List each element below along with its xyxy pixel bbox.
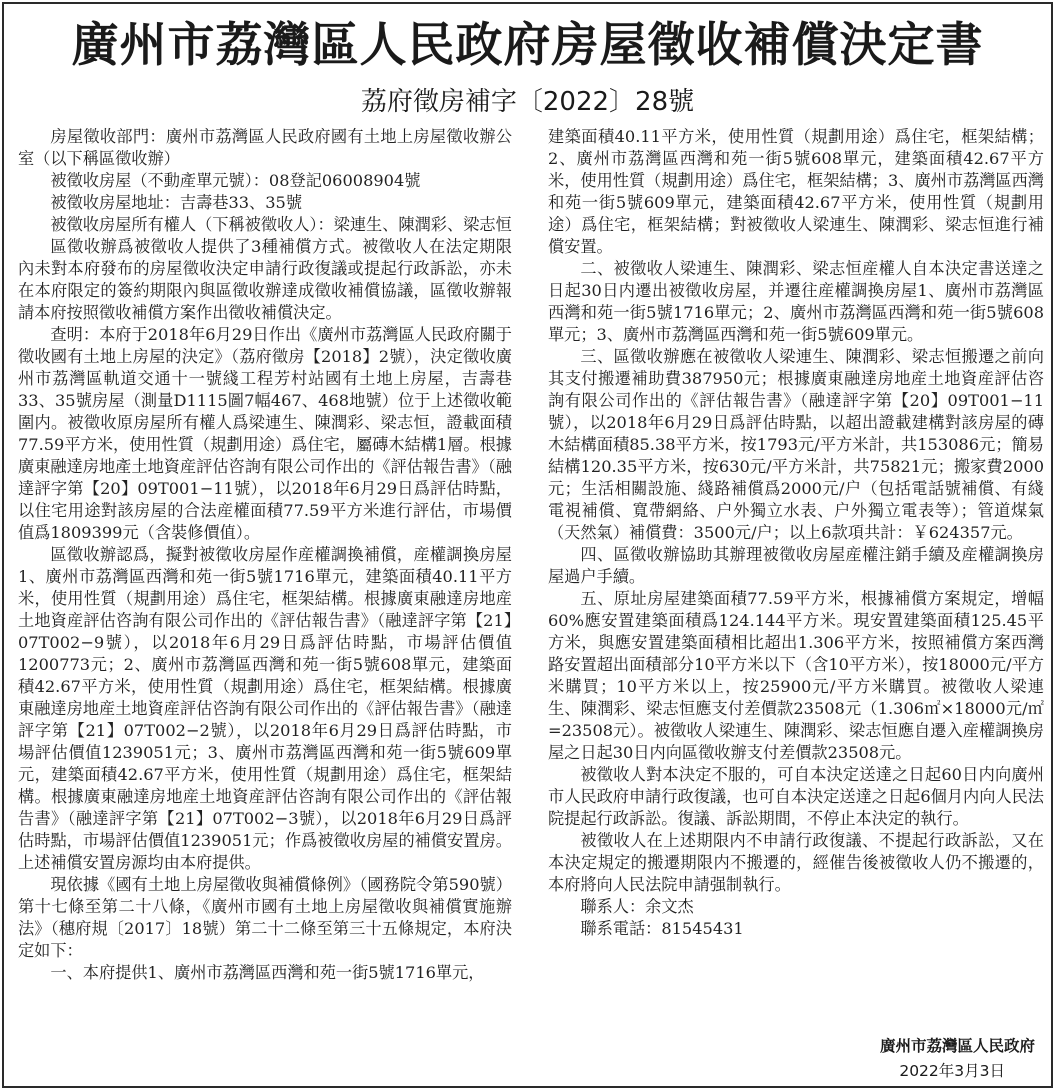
paragraph-background: 區徵收辦爲被徵收人提供了3種補償方式。被徵收人在法定期限內未對本府發布的房屋徵收決定申請行政復議或提起行政訴訟，亦未在本府限定的簽約期限內與區徵收辦達成徵收補償協議，區徵收辦報請本府按照徵收補償方案作出徵收補償決定。	[18, 237, 512, 322]
document-number: 荔府徵房補字〔2022〕28號	[360, 87, 695, 117]
paragraph-property-address: 被徵收房屋地址：吉壽巷33、35號	[50, 193, 303, 212]
paragraph-department: 房屋徵收部門：廣州市荔灣區人民政府國有土地上房屋徵收辦公室（以下稱區徵收辦）	[18, 127, 512, 168]
paragraph-owners: 被徵收房屋所有權人（下稱被徵收人）：梁連生、陳潤彩、梁志恒	[50, 215, 512, 234]
paragraph-decision-1-start: 一、本府提供1、廣州市荔灣區西灣和苑一街5號1716單元，	[50, 963, 485, 982]
left-column	[18, 126, 512, 984]
paragraph-decision-1-cont: 建築面積40.11平方米，使用性質（規劃用途）爲住宅，框架結構；2、廣州市荔灣區西灣和苑一街5號608單元，建築面積42.67平方米，使用性質（規劃用途）爲住宅，框架結構；3、廣州市荔灣區西灣和苑一街5號609單元，建築面積42.67平方米，使用性質（規劃用途）爲住宅，框架結構；對被徵收人梁連生、陳潤彩、梁志恒進行補償安置。	[548, 127, 1044, 256]
paragraph-decision-2: 二、被徵收人梁連生、陳潤彩、梁志恒産權人自本決定書送達之日起30日内遷出被徵收房屋，并遷往産權調換房屋1、廣州市荔灣區西灣和苑一街5號1716單元；2、廣州市荔灣區西灣和苑一街5號608單元；3、廣州市荔灣區西灣和苑一街5號609單元。	[548, 259, 1044, 344]
signature-block	[880, 1034, 1035, 1084]
right-column	[548, 126, 1044, 940]
paragraph-decision-5: 五、原址房屋建築面積77.59平方米，根據補償方案規定，增幅60%應安置建築面積爲124.144平方米。現安置建築面積125.45平方米，與應安置建築面積相比超出1.306平方米，按照補償方案西灣路安置超出面積部分10平方米以下（含10平方米），按18000元/平方米購買；10平方米以上，按25900元/平方米購買。被徵收人梁連生、陳潤彩、梁志恒應支付差價款23508元（1.306㎡×18000元/㎡=23508元）。被徵收人梁連生、陳潤彩、梁志恒應自遷入産權調換房屋之日起30日内向區徵收辦支付差價款23508元。	[548, 589, 1044, 762]
paragraph-enforcement: 被徵收人在上述期限内不申請行政復議、不提起行政訴訟，又在本決定規定的搬遷期限内不搬遷的，經催告後被徵收人仍不搬遷的，本府將向人民法院申請强制執行。	[548, 831, 1044, 894]
contact-phone: 聯系電話：81545431	[580, 919, 744, 938]
contact-person: 聯系人：余文杰	[580, 897, 694, 916]
paragraph-legal-basis: 現依據《國有土地上房屋徵收與補償條例》（國務院令第590號）第十七條至第二十八條，《廣州市國有土地上房屋徵收與補償實施辦法》（穗府規〔2017〕18號）第二十二條至第三十五條規定，本府決定如下：	[18, 875, 512, 960]
paragraph-decision-3: 三、區徵收辦應在被徵收人梁連生、陳潤彩、梁志恒搬遷之前向其支付搬遷補助費387950元；根據廣東融達房地産土地資産評估咨詢有限公司作出的《評估報告書》（融達評字第【20】09T001−11號），以2018年6月29日爲評估時點，以超出證載建構對該房屋的磚木結構面積85.38平方米，按1793元/平方米計，共153086元；簡易結構120.35平方米，按630元/平方米計，共75821元；搬家費2000元；生活相關設施、綫路補償爲2000元/户（包括電話號補償、有綫電視補償、寬帶網絡、户外獨立水表、户外獨立電表等）；管道煤氣（天然氣）補償費：3500元/户；以上6款項共計：￥624357元。	[548, 347, 1044, 542]
document-title: 廣州市荔灣區人民政府房屋徵收補償決定書	[71, 18, 984, 73]
paragraph-findings: 查明：本府于2018年6月29日作出《廣州市荔灣區人民政府關于徵收國有土地上房屋的決定》（荔府徵房【2018】2號），決定徵收廣州市荔灣區軌道交通十一號綫工程芳村站國有土地上房屋，吉壽巷33、35號房屋（測量D1115圖7幅467、468地號）位于上述徵收範圍内。被徵收原房屋所有權人爲梁連生、陳潤彩、梁志恒，證載面積77.59平方米，使用性質（規劃用途）爲住宅，屬磚木結構1層。根據廣東融達房地產土地資産評估咨詢有限公司作出的《評估報告書》（融達評字第【20】09T001−11號），以2018年6月29日爲評估時點，以住宅用途對該房屋的合法産權面積77.59平方米進行評估，市場價值爲1809399元（含裝修價值）。	[18, 325, 512, 542]
document-frame	[2, 2, 1053, 1088]
paragraph-decision-4: 四、區徵收辦協助其辦理被徵收房屋産權注銷手續及産權調換房屋過户手續。	[548, 545, 1044, 586]
paragraph-property-unit: 被徵收房屋（不動產單元號）：08登記06008904號	[50, 171, 421, 190]
paragraph-appeal-rights: 被徵收人對本決定不服的，可自本決定送達之日起60日内向廣州市人民政府申請行政復議，也可自本決定送達之日起6個月内向人民法院提起行政訴訟。復議、訴訟期間，不停止本決定的執行。	[548, 765, 1044, 828]
paragraph-exchange-properties: 區徵收辦認爲，擬對被徵收房屋作産權調換補償，産權調換房屋1、廣州市荔灣區西灣和苑一街5號1716單元，建築面積40.11平方米，使用性質（規劃用途）爲住宅，框架結構。根據廣東融達房地産土地資産評估咨詢有限公司作出的《評估報告書》（融達評字第【21】07T002−9號），以2018年6月29日爲評估時點，市場評估價值1200773元；2、廣州市荔灣區西灣和苑一街5號608單元，建築面積42.67平方米，使用性質（規劃用途）爲住宅，框架結構。根據廣東融達房地産土地資産評估咨詢有限公司作出的《評估報告書》（融達評字第【21】07T002−2號），以2018年6月29日爲評估時點，市場評估價值1239051元；3、廣州市荔灣區西灣和苑一街5號609單元，建築面積42.67平方米，使用性質（規劃用途）爲住宅，框架結構。根據廣東融達房地産土地資産評估咨詢有限公司作出的《評估報告書》（融達評字第【21】07T002−3號），以2018年6月29日爲評估時點，市場評估價值1239051元；作爲被徵收房屋的補償安置房。上述補償安置房源均由本府提供。	[18, 545, 512, 872]
issuer-name: 廣州市荔灣區人民政府	[879, 1037, 1035, 1055]
issue-date: 2022年3月3日	[899, 1062, 1005, 1080]
